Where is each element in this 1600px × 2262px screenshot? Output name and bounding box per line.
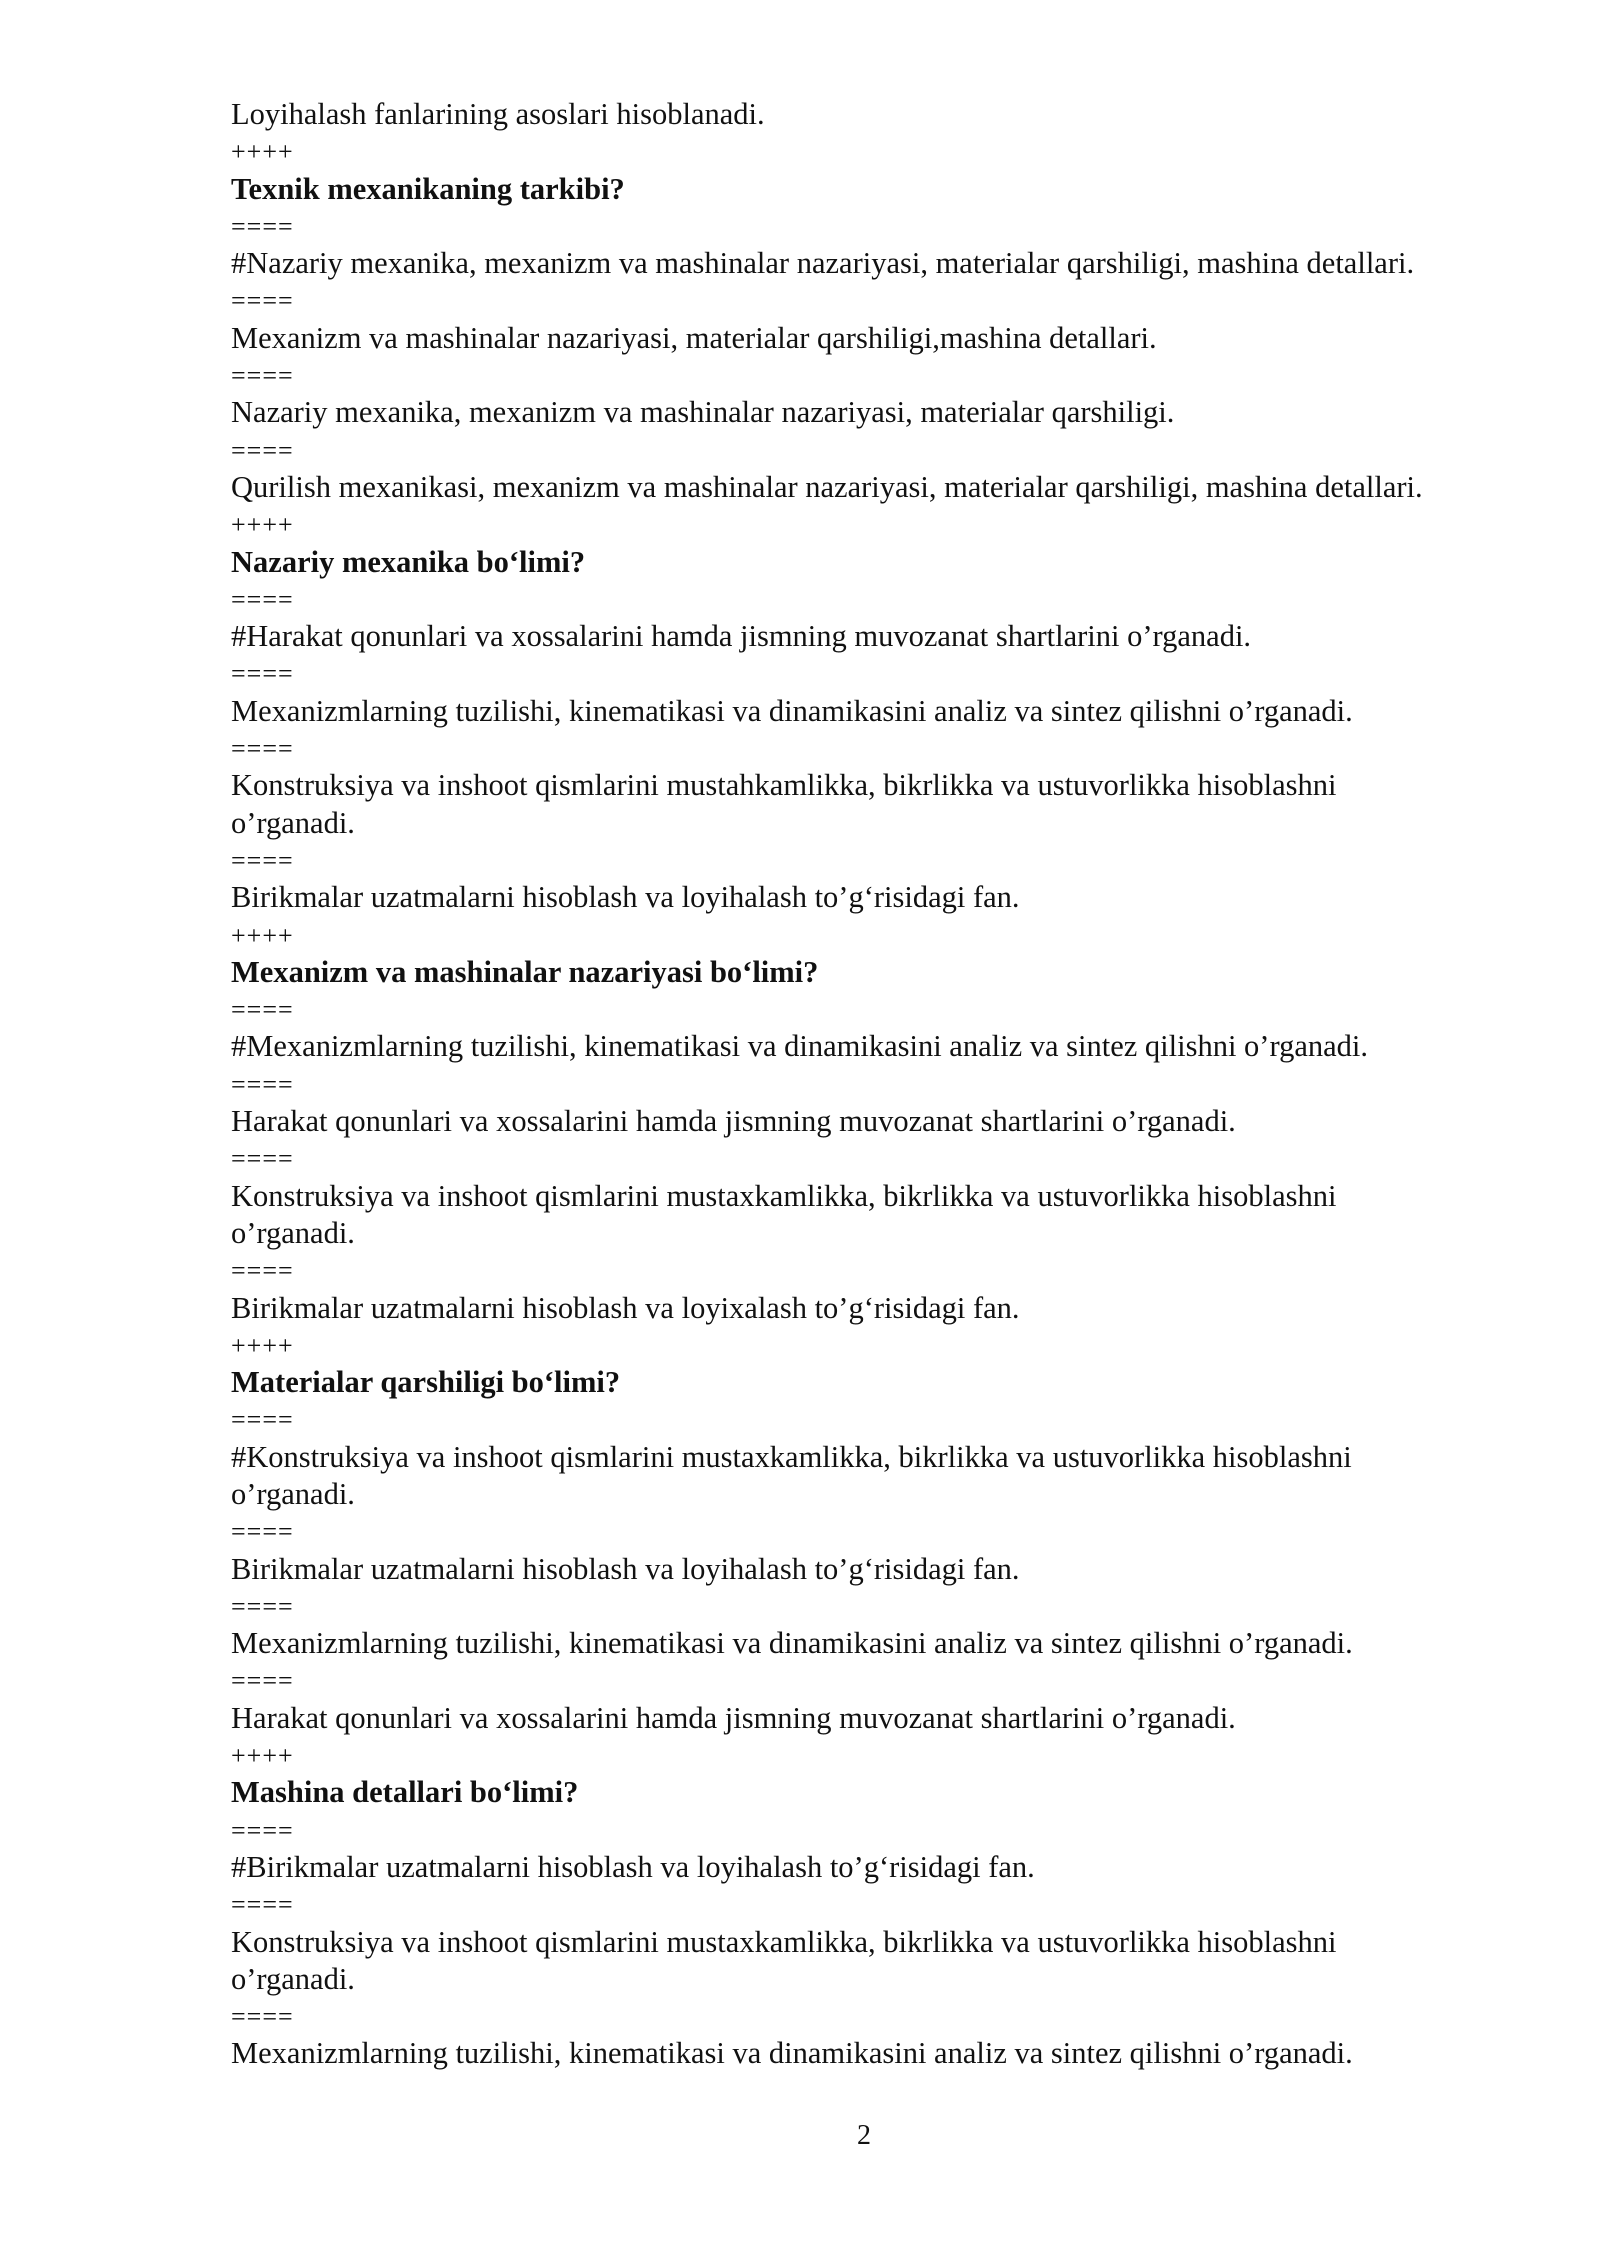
question-separator: ++++ [231, 510, 294, 540]
answer-separator: ==== [231, 286, 294, 316]
answer-separator: ==== [231, 1256, 294, 1286]
answer-option: Nazariy mexanika, mexanizm va mashinalar nazariyasi, materialar qarshiligi. [231, 395, 1175, 430]
answer-separator: ==== [231, 361, 294, 391]
answer-option: #Birikmalar uzatmalarni hisoblash va loyihalash to’g‘risidagi fan. [231, 1849, 1035, 1884]
answer-option: Mexanizmlarning tuzilishi, kinematikasi va dinamikasini analiz va sintez qilishni o’rganadi. [231, 693, 1353, 728]
question-separator: ++++ [231, 920, 294, 950]
answer-separator: ==== [231, 211, 294, 241]
answer-option: Birikmalar uzatmalarni hisoblash va loyihalash to’g‘risidagi fan. [231, 1551, 1020, 1586]
answer-separator: ==== [231, 1815, 294, 1845]
document-page [231, 96, 1511, 2073]
answer-separator: ==== [231, 584, 294, 614]
answer-separator: ==== [231, 995, 294, 1025]
answer-separator: ==== [231, 1144, 294, 1174]
answer-separator: ==== [231, 734, 294, 764]
answer-option: #Harakat qonunlari va xossalarini hamda jismning muvozanat shartlarini o’rganadi. [231, 619, 1252, 654]
answer-option: Harakat qonunlari va xossalarini hamda jismning muvozanat shartlarini o’rganadi. [231, 1104, 1236, 1139]
question-title: Nazariy mexanika bo‘limi? [231, 544, 586, 579]
answer-option: Konstruksiya va inshoot qismlarini mustahkamlikka, bikrlikka va ustuvorlikka hisoblashni o’rganadi. [231, 768, 1337, 840]
answer-separator: ==== [231, 845, 294, 875]
question-title: Mashina detallari bo‘limi? [231, 1775, 579, 1810]
question-title: Materialar qarshiligi bo‘limi? [231, 1365, 621, 1400]
answer-option: #Konstruksiya va inshoot qismlarini mustaxkamlikka, bikrlikka va ustuvorlikka hisoblashni o’rganadi. [231, 1439, 1352, 1511]
answer-separator: ==== [231, 659, 294, 689]
answer-option: Konstruksiya va inshoot qismlarini mustaxkamlikka, bikrlikka va ustuvorlikka hisoblashni o’rganadi. [231, 1178, 1337, 1250]
answer-separator: ==== [231, 435, 294, 465]
answer-separator: ==== [231, 1890, 294, 1920]
answer-option: Mexanizmlarning tuzilishi, kinematikasi va dinamikasini analiz va sintez qilishni o’rganadi. [231, 1626, 1353, 1661]
answer-separator: ==== [231, 1517, 294, 1547]
answer-option: Qurilish mexanikasi, mexanizm va mashinalar nazariyasi, materialar qarshiligi, mashina detallari. [231, 469, 1423, 504]
answer-option: Harakat qonunlari va xossalarini hamda jismning muvozanat shartlarini o’rganadi. [231, 1700, 1236, 1735]
answer-option: Konstruksiya va inshoot qismlarini mustaxkamlikka, bikrlikka va ustuvorlikka hisoblashni o’rganadi. [231, 1924, 1337, 1996]
question-separator: ++++ [231, 1741, 294, 1771]
answer-option: Birikmalar uzatmalarni hisoblash va loyixalash to’g‘risidagi fan. [231, 1290, 1020, 1325]
question-title: Mexanizm va mashinalar nazariyasi bo‘limi? [231, 954, 819, 989]
answer-option: #Mexanizmlarning tuzilishi, kinematikasi va dinamikasini analiz va sintez qilishni o’rganadi. [231, 1029, 1368, 1064]
answer-option: Mexanizmlarning tuzilishi, kinematikasi va dinamikasini analiz va sintez qilishni o’rganadi. [231, 2036, 1353, 2071]
answer-separator: ==== [231, 1591, 294, 1621]
answer-separator: ==== [231, 1405, 294, 1435]
intro-line: Loyihalash fanlarining asoslari hisoblanadi. [231, 97, 765, 131]
answer-option: Birikmalar uzatmalarni hisoblash va loyihalash to’g‘risidagi fan. [231, 880, 1020, 915]
question-separator: ++++ [231, 137, 294, 167]
answer-option: #Nazariy mexanika, mexanizm va mashinalar nazariyasi, materialar qarshiligi, mashina detallari. [231, 246, 1415, 281]
answer-separator: ==== [231, 2002, 294, 2032]
question-separator: ++++ [231, 1330, 294, 1360]
question-title: Texnik mexanikaning tarkibi? [231, 171, 625, 206]
answer-separator: ==== [231, 1069, 294, 1099]
answer-separator: ==== [231, 1666, 294, 1696]
answer-option: Mexanizm va mashinalar nazariyasi, materialar qarshiligi,mashina detallari. [231, 320, 1157, 355]
page-number: 2 [857, 2120, 871, 2151]
